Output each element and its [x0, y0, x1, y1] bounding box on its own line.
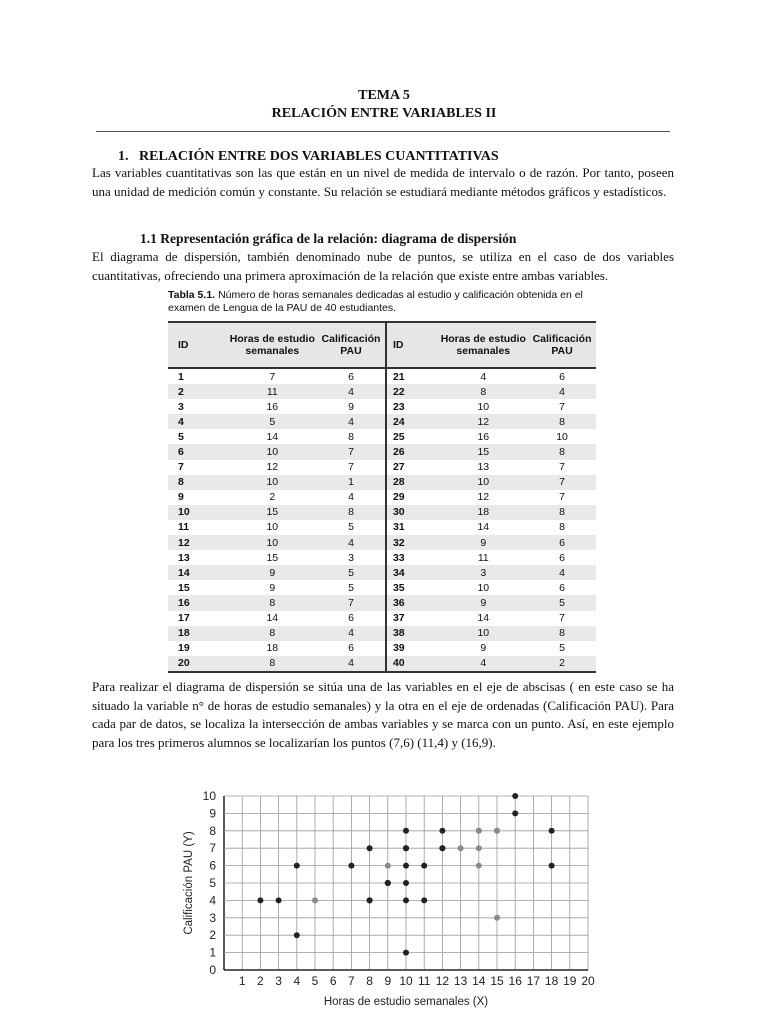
table-cell-calificacion: 7 [559, 476, 565, 489]
table-cell-id: 30 [386, 505, 439, 520]
data-point [403, 828, 409, 834]
table-cell-id: 34 [386, 565, 439, 580]
data-point [476, 863, 482, 869]
table-cell-id: 12 [178, 536, 190, 549]
y-tick-label: 10 [202, 789, 216, 803]
table-cell-id: 40 [386, 656, 439, 672]
x-tick-label: 2 [257, 974, 264, 988]
table-cell-id: 17 [178, 612, 190, 625]
table-cell-horas: 16 [477, 430, 490, 443]
data-point [403, 880, 409, 886]
y-axis-label: Calificación PAU (Y) [183, 831, 195, 935]
data-point [403, 845, 409, 851]
x-tick-label: 1 [238, 974, 246, 988]
table-cell-id: 35 [386, 580, 439, 595]
data-point [403, 897, 409, 903]
col-header-horas-2: Horas de estudio semanales [440, 333, 526, 357]
data-point [257, 897, 263, 903]
table-cell-calificacion: 4 [348, 627, 354, 640]
table-row [168, 505, 596, 520]
table-row [168, 656, 596, 672]
table-cell-horas: 15 [266, 506, 279, 519]
table-cell-id: 16 [178, 596, 190, 609]
data-point [403, 863, 409, 869]
table-cell-id: 39 [386, 641, 439, 656]
table-cell-horas: 8 [269, 657, 276, 670]
x-tick-label: 5 [311, 974, 319, 988]
table-cell-horas: 9 [269, 581, 276, 594]
table-header-row [168, 322, 596, 368]
table-cell-calificacion: 6 [559, 536, 565, 549]
table-cell-horas: 14 [266, 612, 279, 625]
table-cell-calificacion: 6 [348, 370, 354, 383]
table-cell-horas: 10 [266, 476, 279, 489]
table-row [168, 399, 596, 414]
y-tick-label: 7 [209, 841, 216, 856]
section-1-1-paragraph: El diagrama de dispersión, también denominado nube de puntos, se utiliza en el caso de dos variables cuantitativas, ofreciendo una primera aproximación de la relación que existe entre ambas variables. [92, 249, 674, 283]
data-point [421, 863, 427, 869]
data-point [549, 828, 555, 834]
table-cell-calificacion: 8 [559, 627, 565, 640]
x-tick-label: 9 [384, 974, 392, 988]
y-tick-label: 3 [209, 910, 216, 925]
table-cell-calificacion: 7 [559, 612, 565, 625]
table-body [168, 368, 596, 672]
table-cell-horas: 9 [480, 596, 487, 609]
table-row [168, 565, 596, 580]
col-header-horas: Horas de estudio semanales [229, 333, 315, 357]
data-point [294, 932, 300, 938]
y-tick-label: 0 [209, 963, 216, 977]
table-row [168, 535, 596, 550]
table-cell-horas: 9 [269, 566, 276, 579]
table-cell-calificacion: 5 [559, 642, 565, 655]
table-cell-id: 14 [178, 566, 190, 579]
table-cell-horas: 10 [477, 400, 490, 413]
table-cell-id: 6 [178, 446, 184, 459]
table-row [168, 490, 596, 505]
table-row [168, 580, 596, 595]
table-row [168, 414, 596, 429]
table-cell-id: 27 [386, 460, 439, 475]
table-cell-id: 20 [178, 657, 190, 670]
x-tick-label: 8 [366, 974, 373, 988]
table-cell-id: 29 [386, 490, 439, 505]
data-point [276, 897, 282, 903]
table-cell-calificacion: 5 [559, 596, 565, 609]
table-cell-horas: 10 [477, 581, 490, 594]
data-point [439, 845, 445, 851]
table-cell-calificacion: 6 [348, 642, 354, 655]
data-point [312, 897, 318, 903]
table-cell-calificacion: 4 [559, 566, 565, 579]
x-tick-label: 18 [544, 974, 559, 988]
x-tick-label: 11 [417, 974, 431, 988]
table-cell-id: 24 [386, 414, 439, 429]
table-cell-id: 33 [386, 550, 439, 565]
table-cell-calificacion: 2 [559, 657, 565, 670]
table-cell-calificacion: 10 [556, 430, 568, 443]
data-point [458, 845, 464, 851]
table-cell-calificacion: 4 [348, 491, 354, 504]
table-cell-horas: 5 [269, 415, 276, 428]
table-cell-horas: 12 [477, 491, 490, 504]
table-row [168, 520, 596, 535]
table-cell-id: 7 [178, 461, 184, 474]
table-cell-id: 3 [178, 400, 184, 413]
tema-label: TEMA 5 [358, 88, 410, 103]
table-row [168, 475, 596, 490]
y-tick-label: 1 [209, 945, 216, 960]
table-cell-calificacion: 9 [348, 400, 354, 413]
scatter-chart [180, 782, 600, 1012]
x-tick-label: 6 [329, 974, 337, 988]
table-row [168, 626, 596, 641]
table-cell-horas: 9 [480, 642, 487, 655]
table-cell-horas: 10 [266, 536, 279, 549]
table-cell-calificacion: 4 [348, 657, 354, 670]
table-cell-id: 18 [178, 627, 190, 640]
table-cell-horas: 18 [266, 642, 279, 655]
table-cell-horas: 14 [266, 430, 279, 443]
table-cell-horas: 8 [480, 385, 487, 398]
table-cell-id: 13 [178, 551, 190, 564]
table-cell-horas: 12 [477, 415, 490, 428]
table-cell-id: 37 [386, 611, 439, 626]
table-cell-calificacion: 6 [559, 581, 565, 594]
data-point [367, 897, 373, 903]
table-cell-horas: 14 [477, 612, 490, 625]
col-header-id: ID [178, 339, 189, 351]
table-cell-horas: 10 [477, 627, 490, 640]
table-cell-id: 36 [386, 595, 439, 610]
table-row [168, 550, 596, 565]
section-1-paragraph: Las variables cuantitativas son las que están en un nivel de medida de intervalo o de razón. Por tanto, poseen una unidad de medición común y constante. Su relación se estudiará mediante métodos gráficos y estadísticos. [92, 165, 674, 199]
table-cell-id: 9 [178, 491, 184, 504]
title-divider [96, 131, 670, 132]
data-point [512, 810, 518, 816]
table-cell-horas: 2 [269, 491, 276, 504]
table-cell-calificacion: 6 [559, 551, 565, 564]
table-cell-id: 5 [178, 430, 184, 443]
table-row [168, 429, 596, 444]
data-point [385, 880, 391, 886]
table-cell-id: 19 [178, 642, 190, 655]
table-cell-horas: 7 [269, 370, 276, 383]
table-cell-calificacion: 4 [559, 385, 565, 398]
table-cell-calificacion: 4 [348, 415, 354, 428]
table-row [168, 460, 596, 475]
data-point [421, 897, 427, 903]
table-cell-horas: 10 [477, 476, 490, 489]
y-tick-label: 8 [209, 823, 216, 838]
data-point [294, 863, 300, 869]
y-tick-label: 9 [209, 806, 216, 821]
table-cell-calificacion: 7 [348, 461, 354, 474]
col-header-calificacion: Calificación PAU [321, 333, 381, 357]
table-cell-horas: 10 [266, 446, 279, 459]
y-tick-label: 2 [209, 928, 216, 943]
table-cell-calificacion: 5 [348, 566, 354, 579]
table-cell-horas: 8 [269, 596, 276, 609]
table-cell-calificacion: 4 [348, 536, 354, 549]
col-header-id-2: ID [386, 322, 439, 368]
table-cell-id: 11 [178, 521, 190, 534]
x-axis-label: Horas de estudio semanales (X) [323, 996, 489, 1008]
table-cell-horas: 3 [480, 566, 487, 579]
data-point [494, 915, 500, 921]
x-tick-label: 12 [435, 974, 450, 988]
table-cell-calificacion: 6 [559, 370, 565, 383]
table-row [168, 368, 596, 384]
x-tick-label: 15 [490, 974, 504, 988]
table-caption-label: Tabla 5.1. [168, 289, 216, 301]
table-cell-id: 25 [386, 429, 439, 444]
y-tick-label: 6 [209, 858, 216, 873]
table-cell-id: 23 [386, 399, 439, 414]
table-cell-id: 15 [178, 581, 190, 594]
table-cell-id: 10 [178, 506, 190, 519]
section-1-heading: 1. RELACIÓN ENTRE DOS VARIABLES CUANTITATIVAS [118, 149, 499, 164]
data-point [403, 950, 409, 956]
table-caption-text: Número de horas semanales dedicadas al estudio y calificación obtenida en el examen de Lengua de la PAU de 40 estudiantes. [168, 289, 583, 314]
table-cell-horas: 18 [477, 506, 490, 519]
table-cell-calificacion: 5 [348, 581, 354, 594]
x-tick-label: 3 [275, 974, 282, 988]
table-cell-calificacion: 8 [348, 430, 354, 443]
study-hours-table [168, 321, 596, 673]
table-cell-calificacion: 8 [559, 415, 565, 428]
page-title: RELACIÓN ENTRE VARIABLES II [271, 106, 497, 121]
x-tick-label: 16 [508, 974, 522, 988]
table-cell-calificacion: 7 [559, 400, 565, 413]
col-header-calificacion-2: Calificación PAU [532, 333, 592, 357]
table-cell-id: 26 [386, 444, 439, 459]
table-cell-calificacion: 6 [348, 612, 354, 625]
table-cell-calificacion: 7 [348, 596, 354, 609]
table-cell-horas: 9 [480, 536, 487, 549]
table-cell-horas: 11 [477, 551, 489, 564]
x-tick-label: 17 [526, 974, 541, 988]
section-1-1-heading: 1.1 Representación gráfica de la relación: diagrama de dispersión [140, 231, 517, 246]
x-tick-label: 14 [472, 974, 486, 988]
table-cell-calificacion: 7 [559, 461, 565, 474]
data-point [476, 828, 482, 834]
table-cell-id: 1 [178, 370, 184, 383]
x-tick-label: 4 [293, 974, 301, 988]
table-cell-calificacion: 8 [559, 521, 565, 534]
table-cell-id: 21 [386, 368, 439, 384]
table-row [168, 384, 596, 399]
table-cell-horas: 4 [480, 370, 487, 383]
data-point [476, 845, 482, 851]
data-point [512, 793, 518, 799]
table-cell-calificacion: 4 [348, 385, 354, 398]
table-cell-id: 32 [386, 535, 439, 550]
table-cell-calificacion: 1 [348, 476, 354, 489]
table-row [168, 611, 596, 626]
table-row [168, 595, 596, 610]
table-cell-horas: 15 [266, 551, 279, 564]
data-point [348, 863, 354, 869]
table-cell-horas: 8 [269, 627, 276, 640]
table-cell-id: 31 [386, 520, 439, 535]
table-cell-horas: 4 [480, 657, 487, 670]
table-cell-calificacion: 8 [559, 506, 565, 519]
table-cell-calificacion: 7 [559, 491, 565, 504]
data-point [439, 828, 445, 834]
table-cell-horas: 11 [266, 385, 278, 398]
table-cell-id: 8 [178, 476, 184, 489]
x-tick-label: 7 [348, 974, 355, 988]
table-cell-horas: 15 [477, 446, 490, 459]
y-tick-label: 5 [209, 876, 216, 890]
x-tick-label: 19 [563, 974, 577, 988]
table-cell-calificacion: 7 [348, 446, 354, 459]
table-cell-horas: 10 [266, 521, 279, 534]
table-cell-horas: 14 [477, 521, 490, 534]
table-row [168, 641, 596, 656]
table-row [168, 444, 596, 459]
x-tick-label: 10 [399, 974, 413, 988]
table-cell-calificacion: 8 [348, 506, 354, 519]
data-point [549, 863, 555, 869]
table-cell-calificacion: 8 [559, 446, 565, 459]
table-cell-id: 28 [386, 475, 439, 490]
table-cell-calificacion: 5 [348, 521, 354, 534]
table-cell-id: 22 [386, 384, 439, 399]
y-tick-label: 4 [209, 893, 216, 908]
table-cell-horas: 13 [477, 461, 490, 474]
data-point [385, 863, 391, 869]
x-tick-label: 20 [581, 974, 595, 988]
table-cell-horas: 16 [266, 400, 279, 413]
scatter-explanation-paragraph: Para realizar el diagrama de dispersión se sitúa una de las variables en el eje de abscisas ( en este caso se ha situado la variable n° de horas de estudio semanales) y la otra en el eje de ordenadas (Calificación PAU). Para cada par de datos, se localiza la intersección de ambas variables y se marca con un punto. Así, en este ejemplo para los tres primeros alumnos se localizarían los puntos (7,6) (11,4) y (16,9). [92, 679, 674, 750]
table-cell-calificacion: 3 [348, 551, 354, 564]
data-point [494, 828, 500, 834]
table-cell-horas: 12 [266, 461, 279, 474]
x-tick-label: 13 [453, 974, 468, 988]
scatter-chart-svg [180, 782, 600, 1012]
table-cell-id: 2 [178, 385, 184, 398]
data-point [367, 845, 373, 851]
table-cell-id: 4 [178, 415, 184, 428]
table-caption [168, 289, 600, 315]
table-cell-id: 38 [386, 626, 439, 641]
